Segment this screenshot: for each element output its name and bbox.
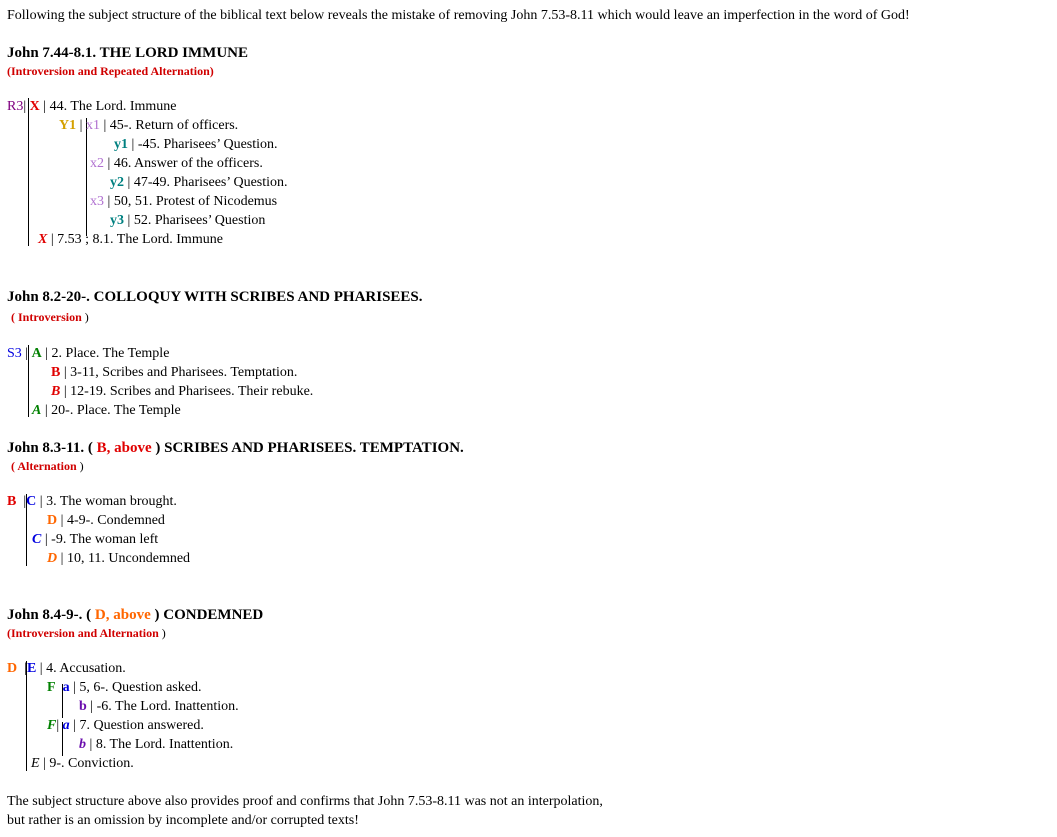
- section-1-title: John 7.44-8.1. THE LORD IMMUNE: [7, 45, 248, 61]
- section-3-title-a: John 8.3-11. (: [7, 440, 97, 456]
- s2-row-2: B | 3-11, Scribes and Pharisees. Temptation.: [51, 365, 298, 380]
- s2-row-4-text: 20-. Place. The Temple: [51, 403, 181, 418]
- s4-row-5-text: 8. The Lord. Inattention.: [95, 737, 234, 752]
- s1-row-3: y1 | -45. Pharisees’ Question.: [114, 137, 278, 152]
- s1-row-4-marker: x2: [90, 156, 104, 171]
- s4-row-2: F a | 5, 6-. Question asked.: [47, 680, 202, 695]
- s2-row-1-sub: A: [31, 346, 42, 361]
- s2-row-4: A | 20-. Place. The Temple: [32, 403, 181, 418]
- s3-row-4-text: 10, 11. Uncondemned: [66, 551, 191, 566]
- section-1-subtitle-text: Introversion and Repeated Alternation: [11, 64, 210, 78]
- s3-row-2: D | 4-9-. Condemned: [47, 513, 165, 528]
- s3-row-4: D | 10, 11. Uncondemned: [47, 551, 191, 566]
- s3-row-3-marker: C: [32, 532, 42, 547]
- s1-row-6-marker: x3: [90, 194, 104, 209]
- s2-row-3-marker: B: [51, 384, 61, 399]
- s3-row-3: C | -9. The woman left: [32, 532, 159, 547]
- section-4-subtitle-text: Introversion and Alternation: [11, 626, 159, 640]
- section-3-title: [7, 440, 464, 456]
- conclusion-line-1: The subject structure above also provides proof and confirms that John 7.53-8.11 was not an interpolation,: [7, 794, 603, 809]
- s4-row-4-marker: F: [47, 718, 57, 733]
- s4-row-6-text: 9-. Conviction.: [49, 756, 134, 771]
- s4-row-4-text: 7. Question answered.: [79, 718, 204, 733]
- section-4-title-ref: D, above: [94, 607, 151, 623]
- s4-row-5: b | 8. The Lord. Inattention.: [79, 737, 234, 752]
- section-1-bracket: [28, 98, 29, 246]
- s1-row-2: Y1 | x1 | 45-. Return of officers.: [59, 118, 239, 133]
- section-4-title-b: ) CONDEMNED: [150, 607, 264, 623]
- s2-row-1: S3 | A | 2. Place. The Temple: [7, 346, 170, 361]
- s1-row-7-text: 52. Pharisees’ Question: [133, 213, 266, 228]
- s1-row-4: x2 | 46. Answer of the officers.: [90, 156, 263, 171]
- s4-row-6-marker: E: [31, 756, 40, 771]
- s1-row-8-marker: X: [38, 232, 48, 247]
- s1-row-4-text: 46. Answer of the officers.: [113, 156, 263, 171]
- s4-row-1-text: 4. Accusation.: [46, 661, 126, 676]
- s1-row-7-marker: y3: [110, 213, 124, 228]
- section-3-title-b: ) SCRIBES AND PHARISEES. TEMPTATION.: [151, 440, 464, 456]
- s3-row-1-marker: B: [7, 494, 17, 509]
- s4-row-3-marker: b: [79, 699, 87, 714]
- s4-row-4: F| a | 7. Question answered.: [47, 718, 204, 733]
- s1-row-6-text: 50, 51. Protest of Nicodemus: [113, 194, 278, 209]
- section-2-title: John 8.2-20-. COLLOQUY WITH SCRIBES AND PHARISEES.: [7, 289, 423, 305]
- section-3-subtitle: ( Alternation ): [11, 459, 84, 473]
- s4-row-1-marker: D: [7, 661, 18, 676]
- s4-row-3-text: -6. The Lord. Inattention.: [96, 699, 239, 714]
- s3-row-1-sub: C: [26, 494, 37, 509]
- intro-text: Following the subject structure of the biblical text below reveals the mistake of removing John 7.53-8.11 which would leave an imperfection in the word of God!: [7, 8, 910, 23]
- conclusion-line-2: but rather is an omission by incomplete and/or corrupted texts!: [7, 813, 359, 828]
- s2-row-2-marker: B: [51, 365, 61, 380]
- s4-row-1-sub: E: [26, 661, 37, 676]
- s3-row-4-marker: D: [47, 551, 58, 566]
- s3-row-2-marker: D: [47, 513, 58, 528]
- s1-row-8: X | 7.53 ; 8.1. The Lord. Immune: [38, 232, 223, 247]
- s2-row-4-marker: A: [32, 403, 42, 418]
- s2-row-3-text: 12-19. Scribes and Pharisees. Their rebuke.: [70, 384, 314, 399]
- s3-row-2-text: 4-9-. Condemned: [66, 513, 165, 528]
- s3-row-1-text: 3. The woman brought.: [46, 494, 177, 509]
- s4-row-3: b | -6. The Lord. Inattention.: [79, 699, 239, 714]
- s1-row-1-marker: R3: [7, 99, 24, 114]
- section-4-title-a: John 8.4-9-. (: [7, 607, 95, 623]
- s4-row-6: E | 9-. Conviction.: [31, 756, 134, 771]
- s1-row-5-text: 47-49. Pharisees’ Question.: [133, 175, 288, 190]
- section-3-title-ref: B, above: [96, 440, 152, 456]
- s2-row-2-text: 3-11, Scribes and Pharisees. Temptation.: [70, 365, 298, 380]
- section-4-bracket: [26, 661, 27, 771]
- s4-row-2-sub: a: [62, 680, 70, 695]
- s4-row-5-marker: b: [79, 737, 86, 752]
- s2-row-3: B | 12-19. Scribes and Pharisees. Their rebuke.: [51, 384, 314, 399]
- section-2-subtitle-text: Introversion: [18, 310, 82, 324]
- s4-row-2-text: 5, 6-. Question asked.: [79, 680, 202, 695]
- section-1-subtitle: (Introversion and Repeated Alternation): [7, 64, 214, 78]
- s2-row-1-text: 2. Place. The Temple: [51, 346, 170, 361]
- s3-row-1: B |C | 3. The woman brought.: [7, 494, 177, 509]
- s1-row-1-text: 44. The Lord. Immune: [49, 99, 177, 114]
- section-1-inner-bracket: [86, 118, 87, 236]
- s1-row-8-text: 7.53 ; 8.1. The Lord. Immune: [57, 232, 223, 247]
- s1-row-3-marker: y1: [114, 137, 128, 152]
- s1-row-2-text: 45-. Return of officers.: [109, 118, 239, 133]
- s1-row-2-marker: Y1: [59, 118, 77, 133]
- s1-row-7: y3 | 52. Pharisees’ Question: [110, 213, 266, 228]
- section-3-subtitle-text: Alternation: [17, 459, 77, 473]
- s1-row-6: x3 | 50, 51. Protest of Nicodemus: [90, 194, 278, 209]
- s1-row-3-text: -45. Pharisees’ Question.: [137, 137, 278, 152]
- section-2-subtitle: ( Introversion ): [11, 310, 89, 324]
- s4-row-2-marker: F: [47, 680, 56, 695]
- s1-row-1: R3| X | 44. The Lord. Immune: [7, 99, 177, 114]
- s3-row-3-text: -9. The woman left: [51, 532, 159, 547]
- section-4-subtitle: (Introversion and Alternation ): [7, 626, 166, 640]
- s1-row-2-sub: x1: [85, 118, 100, 133]
- s4-row-1: D |E | 4. Accusation.: [7, 661, 126, 676]
- section-4-title: [7, 607, 263, 623]
- s4-row-4-sub: a: [62, 718, 70, 733]
- s2-row-1-marker: S3: [7, 346, 22, 361]
- s1-row-5-marker: y2: [110, 175, 124, 190]
- s1-row-1-sub: X: [29, 99, 40, 114]
- s1-row-5: y2 | 47-49. Pharisees’ Question.: [110, 175, 288, 190]
